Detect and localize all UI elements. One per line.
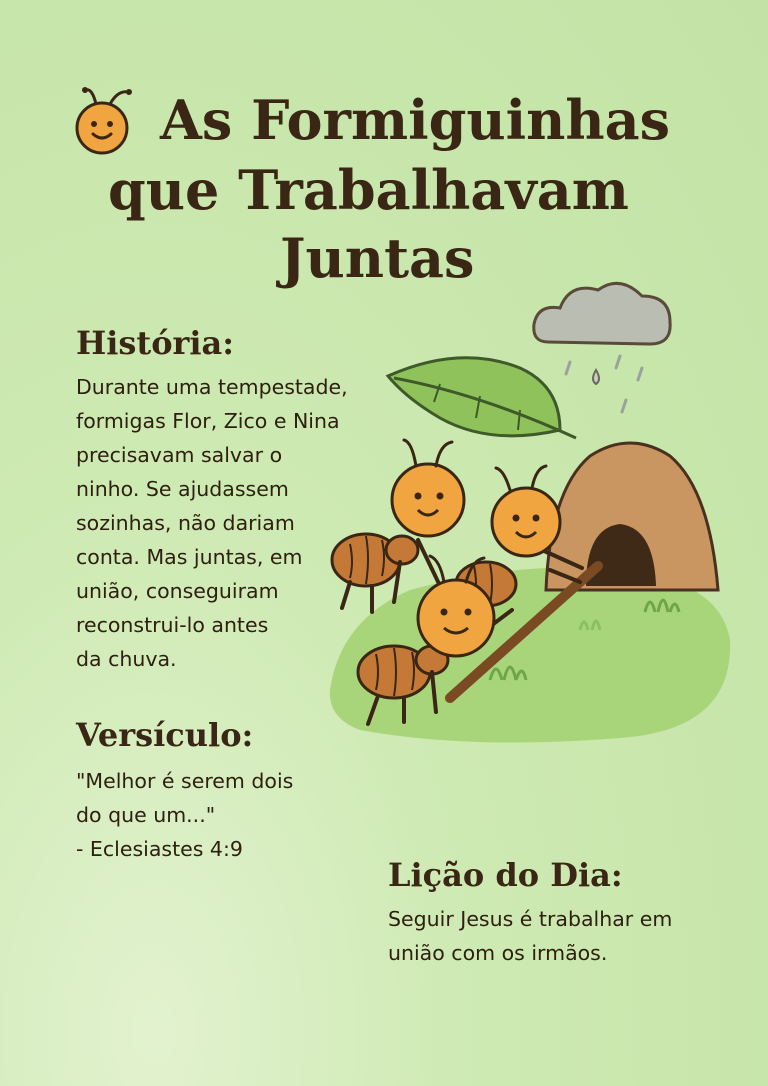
versiculo-line: do que um..." — [76, 803, 216, 827]
licao-line: união com os irmãos. — [388, 941, 608, 965]
anthill-icon — [546, 443, 718, 590]
historia-line: reconstrui-lo antes — [76, 613, 269, 637]
historia-line: conta. Mas juntas, em — [76, 545, 303, 569]
historia-line: da chuva. — [76, 647, 177, 671]
historia-line: Durante uma tempestade, — [76, 375, 348, 399]
ant-face-icon — [66, 82, 142, 158]
title-line-2: que Trabalhavam — [108, 158, 629, 222]
rain-cloud-icon — [534, 283, 670, 412]
historia-line: formigas Flor, Zico e Nina — [76, 409, 340, 433]
historia-line: sozinhas, não dariam — [76, 511, 295, 535]
leaf-icon — [388, 358, 576, 438]
historia-line: precisavam salvar o — [76, 443, 283, 467]
licao-heading: Lição do Dia: — [388, 856, 623, 894]
title-line-1: As Formiguinhas — [160, 88, 671, 152]
versiculo-heading: Versículo: — [76, 716, 254, 754]
versiculo-line: "Melhor é serem dois — [76, 769, 294, 793]
historia-line: união, conseguiram — [76, 579, 279, 603]
historia-text — [76, 370, 348, 676]
title-line-3: Juntas — [280, 226, 475, 290]
versiculo-text — [76, 764, 293, 866]
versiculo-line: - Eclesiastes 4:9 — [76, 837, 243, 861]
historia-heading: História: — [76, 324, 235, 362]
licao-text — [388, 902, 672, 970]
historia-line: ninho. Se ajudassem — [76, 477, 289, 501]
ants-illustration — [320, 260, 740, 760]
licao-line: Seguir Jesus é trabalhar em — [388, 907, 673, 931]
